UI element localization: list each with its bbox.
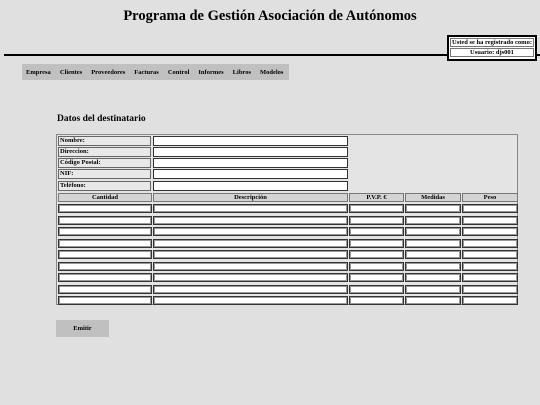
telefono-input[interactable] [153, 181, 348, 191]
pvp-cell-input[interactable] [349, 262, 404, 271]
menu-item-informes[interactable]: Informes [198, 68, 224, 76]
field-label: Direccion: [58, 147, 151, 157]
menu-item-facturas[interactable]: Facturas [134, 68, 159, 76]
cantidad-cell-input[interactable] [58, 250, 152, 259]
pvp-cell-input[interactable] [349, 227, 404, 236]
medidas-cell-input[interactable] [405, 227, 461, 236]
col-header-peso: Peso [462, 193, 518, 202]
nif-input[interactable] [153, 169, 348, 179]
medidas-cell-input[interactable] [405, 296, 461, 305]
cantidad-cell-input[interactable] [58, 227, 152, 236]
medidas-cell-input[interactable] [405, 204, 461, 213]
pvp-cell-input[interactable] [349, 296, 404, 305]
codigo-postal-input[interactable] [153, 158, 348, 168]
peso-cell-input[interactable] [462, 227, 518, 236]
medidas-cell-input[interactable] [405, 239, 461, 248]
descripcion-cell-input[interactable] [153, 239, 348, 248]
descripcion-cell-input[interactable] [153, 262, 348, 271]
recipient-form [56, 134, 518, 305]
cantidad-cell-input[interactable] [58, 285, 152, 294]
menu-item-clientes[interactable]: Clientes [59, 68, 83, 76]
col-header-pvp: P.V.P. € [349, 193, 404, 202]
descripcion-cell-input[interactable] [153, 204, 348, 213]
pvp-cell-input[interactable] [349, 239, 404, 248]
peso-cell-input[interactable] [462, 204, 518, 213]
peso-cell-input[interactable] [462, 262, 518, 271]
peso-cell-input[interactable] [462, 296, 518, 305]
descripcion-cell-input[interactable] [153, 216, 348, 225]
cantidad-cell-input[interactable] [58, 204, 152, 213]
menu-item-empresa[interactable]: Empresa [26, 68, 51, 76]
medidas-cell-input[interactable] [405, 216, 461, 225]
pvp-cell-input[interactable] [349, 216, 404, 225]
descripcion-cell-input[interactable] [153, 296, 348, 305]
section-title: Datos del destinatario [57, 114, 146, 124]
pvp-cell-input[interactable] [349, 250, 404, 259]
pvp-cell-input[interactable] [349, 204, 404, 213]
menu-item-libros[interactable]: Libros [232, 68, 251, 76]
col-header-cantidad: Cantidad [58, 193, 152, 202]
field-label: Código Postal: [58, 158, 151, 168]
peso-cell-input[interactable] [462, 239, 518, 248]
nombre-input[interactable] [153, 136, 348, 146]
menu-item-proveedores[interactable]: Proveedores [91, 68, 126, 76]
username-label: Usuario: djs001 [450, 48, 534, 57]
pvp-cell-input[interactable] [349, 273, 404, 282]
cantidad-cell-input[interactable] [58, 239, 152, 248]
col-header-descripcion: Descripción [153, 193, 348, 202]
medidas-cell-input[interactable] [405, 262, 461, 271]
page-title: Programa de Gestión Asociación de Autónomos [123, 8, 417, 24]
descripcion-cell-input[interactable] [153, 250, 348, 259]
col-header-medidas: Medidas [405, 193, 461, 202]
medidas-cell-input[interactable] [405, 285, 461, 294]
emit-button[interactable]: Emitir [56, 320, 109, 337]
direccion-input[interactable] [153, 147, 348, 157]
cantidad-cell-input[interactable] [58, 262, 152, 271]
cantidad-cell-input[interactable] [58, 216, 152, 225]
peso-cell-input[interactable] [462, 273, 518, 282]
peso-cell-input[interactable] [462, 216, 518, 225]
descripcion-cell-input[interactable] [153, 227, 348, 236]
user-info-box [447, 35, 537, 61]
peso-cell-input[interactable] [462, 250, 518, 259]
cantidad-cell-input[interactable] [58, 296, 152, 305]
descripcion-cell-input[interactable] [153, 273, 348, 282]
cantidad-cell-input[interactable] [58, 273, 152, 282]
menu-item-modelos[interactable]: Modelos [259, 68, 284, 76]
field-label: Teléfono: [58, 181, 151, 191]
peso-cell-input[interactable] [462, 285, 518, 294]
registered-label: Usted se ha registrado como: [451, 39, 533, 46]
medidas-cell-input[interactable] [405, 250, 461, 259]
field-label: Nombre: [58, 136, 151, 146]
main-menu [22, 64, 289, 80]
field-label: NIF: [58, 169, 151, 179]
pvp-cell-input[interactable] [349, 285, 404, 294]
menu-item-control[interactable]: Control [167, 68, 190, 76]
descripcion-cell-input[interactable] [153, 285, 348, 294]
medidas-cell-input[interactable] [405, 273, 461, 282]
